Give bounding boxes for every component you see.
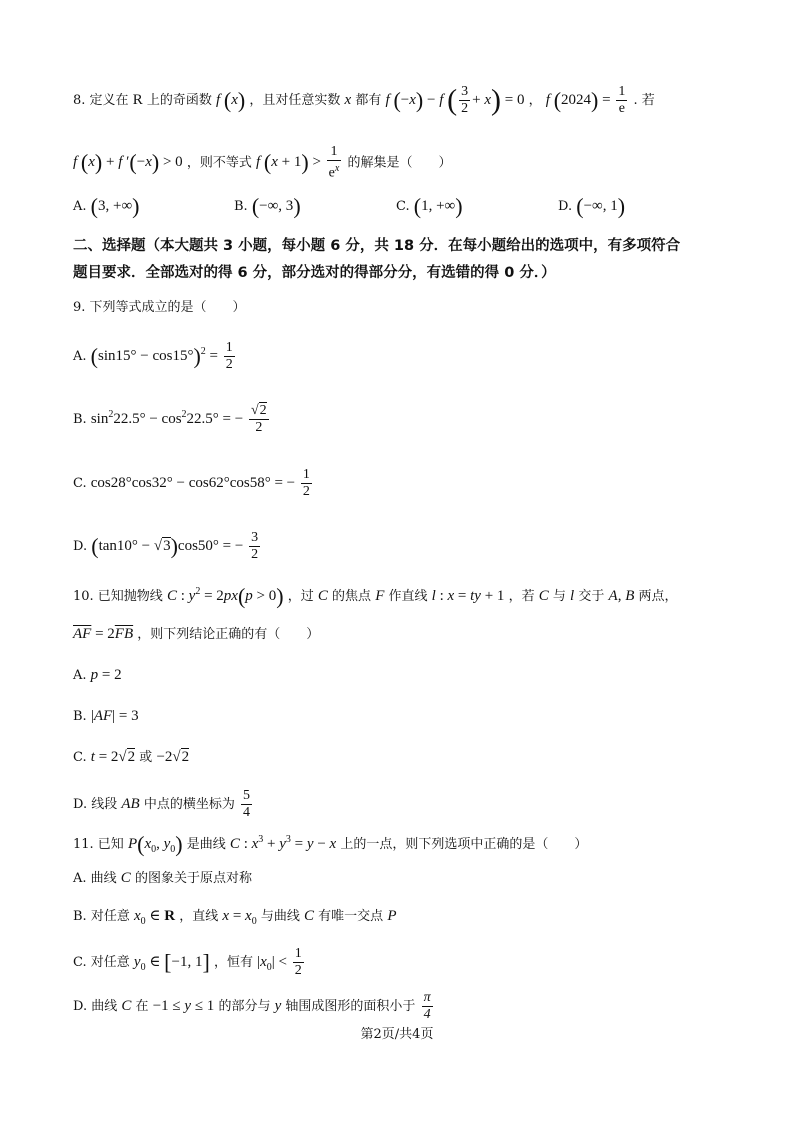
q8-option-d: D. (−∞, 1)	[558, 193, 626, 219]
q9-option-a: A. $(\sin 15^\circ - \cos 15^\circ)^2$ = $\frac{1}{2}$	[73, 340, 233, 372]
q8-line1	[73, 84, 655, 117]
section2-header-line2: 题目要求．全部选对的得 6 分，部分选对的得部分分，有选错的得 0 分．）	[73, 265, 556, 281]
q8-text: ，则不等式	[186, 155, 252, 171]
q10-option-d: D. 线段 AB 中点的横坐标为 $\frac{5}{4}$	[73, 788, 251, 820]
q10-option-c: C. t = 2√2 或 −2√2	[73, 749, 190, 765]
q8-line2	[73, 144, 452, 182]
q8-option-a: A. (3, +∞)	[73, 193, 140, 219]
q11-option-c: C. 对任意 $y_0$ ∈ [−1, 1] ，恒有 $|x_0|$ < $\frac{1}{2}$	[73, 946, 302, 978]
q8-text: 8. 定义在	[73, 92, 129, 108]
q8-text: 上的奇函数	[146, 92, 212, 108]
section2-header-line1: 二、选择题（本大题共 3 小题，每小题 6 分，共 18 分．在每小题给出的选项中，有多项符合	[73, 238, 681, 254]
q11-option-a: A. 曲线 C 的图象关于原点对称	[73, 870, 252, 886]
q9-option-c: C. cos28°cos32° − cos62°cos58° = − $\frac{1}{2}$	[73, 467, 310, 499]
q8-option-b: B. (−∞, 3)	[234, 193, 301, 219]
q10-option-a: A. p = 2	[73, 667, 122, 683]
math-ineq2: f (x + 1) > $\frac{1}{e^x}$	[255, 144, 340, 181]
q9-option-b: B. $\sin^222.5^\circ - \cos^222.5^\circ$ = − $\frac{√2}{2}$	[73, 403, 267, 435]
q8-text: ，	[528, 92, 542, 108]
q11-option-d: D. 曲线 C 在 −1 ≤ y ≤ 1 的部分与 y 轴围成图形的面积小于 $\frac{\pi}{4}$	[73, 990, 431, 1022]
page-footer: 第2页/共4页	[360, 1027, 434, 1042]
math-ineq1: f (x) + f ′(−x) > 0	[73, 149, 183, 175]
math-x: x	[344, 91, 352, 108]
math-R: R	[132, 91, 143, 108]
q8-text: 的解集是（ ）	[347, 155, 452, 171]
q8-text: . 若	[633, 92, 655, 108]
q10-line2: $\overline{AF} = 2\overline{FB}$ ，则下列结论正确的有（ ）	[73, 626, 320, 642]
math-fx: f (x)	[216, 87, 246, 113]
q11-line1: 11. 已知 $P(x_0$, $y_0$) 是曲线 C : $x^3 + y^3 = y - x$ 上的一点，则下列选项中正确的是（ ）	[73, 831, 588, 857]
q8-option-c: C. (1, +∞)	[396, 193, 463, 219]
math-f2024: f (2024) = $\frac{1}{e}$	[545, 84, 626, 116]
q9-stem: 9. 下列等式成立的是（ ）	[73, 300, 246, 315]
math-condition: f (−x) − f ( $\frac{3}{2}$ + x) = 0	[385, 83, 525, 117]
q8-text: 都有	[355, 92, 382, 108]
q8-text: ，且对任意实数	[249, 92, 341, 108]
q10-line1: 10. 已知抛物线 C : $y^2 = 2px(p > 0)$ ，过 C 的焦点 F 作直线 l : x = ty + 1 ，若 C 与 l 交于 A, B 两点，	[73, 583, 678, 609]
q11-option-b: B. 对任意 $x_0$ ∈ R ，直线 $x = x_0$ 与曲线 C 有唯一交点 P	[73, 908, 397, 927]
q10-option-b: B. |AF| = 3	[73, 708, 139, 724]
q9-option-d: D. (tan10° − √3)cos50° = − $\frac{3}{2}$	[73, 530, 259, 562]
